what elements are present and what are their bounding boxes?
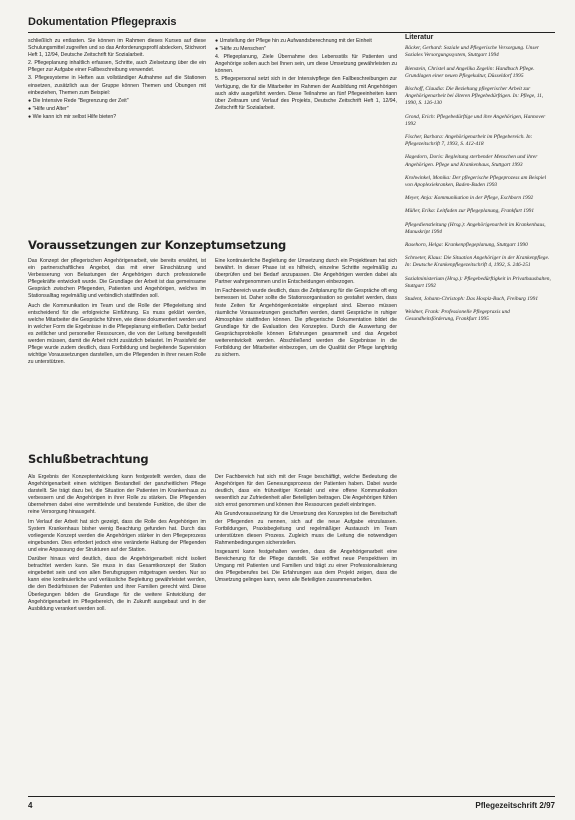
reference-item: Fischer, Barbara: Angehörigenarbeit im Pflegebereich. In: Pflegezeitschrift 7, 1993, S. 412-418 [405, 134, 533, 148]
list-item: ● "Hilfe und Alter" [28, 105, 69, 112]
reference-item: Weidner, Frank: Professionelle Pflegepraxis und Gesundheitsförderung, Frankfurt 1995 [405, 309, 510, 323]
list-item: 2. Pflegeplanung inhaltlich erfassen, Schritte, auch Zielsetzung über die ein Pfleger zur Aufgabe einer Fallbeschreibung verwendet. [28, 60, 206, 74]
paragraph: Als Ergebnis der Konzeptentwicklung kann festgestellt werden, dass die Angehörigenarbeit einen wichtigen Bestandteil der ganzheitlichen Pflege darstellt. Sie trägt dazu bei, die Situation der Patienten im Krankenhaus zu verbessern und die Angehörigen in ihrer Rolle zu stärken. Die Pflegenden übernehmen dabei eine vermittelnde und beratende Funktion, die über die reine Versorgung hinausgeht. [28, 474, 206, 516]
reference-item: Meyer, Anja: Kommunikation in der Pflege, Eschborn 1992 [405, 195, 534, 202]
list-item: 3. Pflegesysteme in Heften aus vollständiger Aufnahme auf die Stationen einsetzen, zusätzlich aus der Gruppe können Themen und Übungen mit einbeziehen, Themen zum Beispiel: [28, 75, 206, 96]
literature-sidebar [405, 34, 555, 330]
page-footer [28, 796, 555, 813]
list-item: ● Wie kann ich mir selbst Hilfe bieten? [28, 113, 117, 120]
literature-heading: Literatur [405, 34, 434, 41]
list-item: schließlich zu entlasten. Sie können im Rahmen dieses Kurses auf diese Schulungsmittel zugreifen und so das Anforderungsprofil abdecken, Stichwort Heft 1, 12/94, Deutsche Zeitschrift für Sozialarbeit. [28, 38, 206, 59]
journal-issue: Pflegezeitschrift 2/97 [475, 801, 555, 810]
paragraph: Darüber hinaus wird deutlich, dass die Angehörigenarbeit nicht isoliert betrachtet werden kann. Sie muss in das Gesamtkonzept der Station eingebettet sein und von allen Berufsgruppen mitgetragen werden. Nur so kann eine kontinuierliche und verlässliche Begleitung gewährleistet werden, die den Bedürfnissen der Patienten und ihrer Familien gerecht wird. Diese Überlegungen bilden die Grundlage für die weitere Entwicklung der Angehörigenarbeit im Pflegebereich, die in Zukunft ausgebaut und in der Ausbildung verankert werden soll. [28, 556, 206, 612]
list-item: ● "Hilfe zu Menschen" [215, 46, 266, 53]
list-item: ● Die Intensive Rede "Begrenzung der Zeit" [28, 97, 129, 104]
reference-item: Müller, Erika: Leitfaden zur Pflegeplanung, Frankfurt 1991 [405, 208, 535, 215]
paragraph: Auch die Kommunikation im Team und die Rolle der Pflegeleitung sind entscheidend für die erfolgreiche Einführung. Es muss geklärt werden, welche Mitarbeiter die Gespräche führen, wie diese dokumentiert werden und in welcher Form die Ergebnisse in die Pflegeplanung einfließen. Dafür bedarf es zeitlicher und personeller Ressourcen, die von der Leitung bereitgestellt werden müssen, damit die Arbeit nicht zusätzlich belastet. Im Praxisfeld der Pflege wurde zudem deutlich, dass Fortbildung und begleitende Supervision wichtige Voraussetzungen darstellen, um die Pflegenden in ihrer neuen Rolle zu unterstützen. [28, 302, 206, 366]
section2-right-column [215, 474, 397, 586]
paragraph: Eine kontinuierliche Begleitung der Umsetzung durch ein Projektteam hat sich bewährt. In dieser Phase ist es hilfreich, einzelne Schritte regelmäßig zu überprüfen und bei Bedarf anzupassen. Die Angehörigen werden dabei als Partner wahrgenommen und in Entscheidungen einbezogen. [215, 258, 397, 286]
reference-item: Rasehorn, Helga: Krankenpflegeplanung, Stuttgart 1990 [405, 242, 528, 249]
paragraph: Das Konzept der pflegerischen Angehörigenarbeit, wie bereits erwähnt, ist ein partnerschaftliches Angebot, das mit einer Einschätzung und Verbesserung von Belastungen der Angehörigen durch professionelle Pflegekräfte entwickelt wurde. Die Grundlage der Arbeit ist das gemeinsame Gespräch zwischen Pflegenden, Patienten und Angehörigen, welches im Stationsalltag regelmäßig und verbindlich stattfinden soll. [28, 258, 206, 300]
intro-left-column [28, 38, 206, 122]
list-item: ● Umstellung der Pflege hin zu Aufwandsberechnung mit der Einheit [215, 38, 372, 44]
section1-left-column [28, 258, 206, 368]
reference-item: Hagedorn, Doris: Begleitung sterbender Menschen und ihrer Angehörigen. Pflege und Krankenhaus, Stuttgart 1993 [405, 154, 538, 168]
reference-item: Bienstein, Christel und Angelika Zegelin: Handbuch Pflege. Grundlagen einer neuen Pflegekultur, Düsseldorf 1995 [405, 65, 535, 79]
intro-right-column [215, 38, 397, 113]
paragraph: Insgesamt kann festgehalten werden, dass die Angehörigenarbeit eine Bereicherung für die Pflege darstellt. Sie eröffnet neue Perspektiven im Umgang mit Patienten und Familien und trägt zu einer Professionalisierung des Pflegeberufes bei. Die Erfahrungen aus dem Projekt zeigen, dass die Umsetzung gelingen kann, wenn alle Beteiligten zusammenarbeiten. [215, 548, 397, 584]
reference-item: Bäcker, Gerhard: Soziale und Pflegerische Versorgung. Unser Soziales Versorgungssystem, Stuttgart 1994 [405, 45, 539, 59]
page-header [28, 14, 555, 33]
page-number: 4 [28, 801, 33, 810]
paragraph: Der Fachbereich hat sich mit der Frage beschäftigt, welche Bedeutung die Angehörigen für den Genesungsprozess der Patienten haben. Dabei wurde deutlich, dass ein frühzeitiger Kontakt und eine offene Kommunikation wesentlich zur Zufriedenheit aller Beteiligten beitragen. Die Angehörigen fühlen sich ernst genommen und können ihre Ressourcen gezielt einbringen. [215, 474, 397, 509]
paragraph: Im Verlauf der Arbeit hat sich gezeigt, dass die Rolle des Angehörigen im System Krankenhaus bisher wenig Beachtung gefunden hat. Durch das vorliegende Konzept werden die Angehörigen stärker in den Pflegeprozess eingebunden. Dies erfordert jedoch eine veränderte Haltung der Pflegenden und eine Anpassung der Strukturen auf der Station. [28, 518, 206, 553]
reference-item: Krohwinkel, Monika: Der pflegerische Pflegeprozess am Beispiel von Apoplexiekranken, Baden-Baden 1993 [405, 174, 547, 189]
paragraph: Als Grundvoraussetzung für die Umsetzung des Konzeptes ist die Bereitschaft der Pflegenden zu nennen, sich auf die neue Aufgabe einzulassen. Fortbildungen, Praxisbegleitung und regelmäßiger Austausch im Team unterstützen diesen Prozess. Zugleich muss die Leitung die notwendigen Rahmenbedingungen sicherstellen. [215, 511, 397, 546]
reference-item: Bischoff, Claudia: Die Beziehung pflegerischer Arbeit zur Angehörigenarbeit bei älteren Pflegebedürftigen. In: Pflege, 11, 1990, S. 126-130 [405, 86, 544, 107]
header-title: Dokumentation Pflegepraxis [28, 16, 177, 28]
section2-left-column [28, 474, 206, 615]
paragraph: Im Fachbereich wurde deutlich, dass die Zeitplanung für die Gespräche oft eng bemessen ist. Daher sollte die Stationsorganisation so gestaltet werden, dass feste Zeiten für Angehörigenkontakte eingeplant sind. Ebenso müssen räumliche Voraussetzungen geschaffen werden, damit Gespräche in ruhiger Atmosphäre stattfinden können. Die pflegerische Dokumentation bildet die Grundlage für die Evaluation des Konzeptes. Durch die Auswertung der Gesprächsprotokolle können Erfahrungen gesammelt und das Angebot weiterentwickelt werden. Abschließend werden die Ergebnisse in die Fortbildung der Mitarbeiter einbezogen, um die Qualität der Pflege langfristig zu sichern. [215, 288, 397, 359]
section-heading: Schlußbetrachtung [28, 452, 149, 466]
section-heading: Voraussetzungen zur Konzeptumsetzung [28, 238, 287, 252]
reference-item: Pflegedienstleitung (Hrsg.): Angehörigenarbeit im Krankenhaus, Manuskript 1994 [405, 221, 546, 235]
section1-right-column [215, 258, 397, 361]
reference-item: Grond, Erich: Pflegebedürftige und ihre Angehörigen, Hannover 1992 [405, 113, 546, 127]
reference-item: Sozialministerium (Hrsg.): Pflegebedürftigkeit in Privathaushalten, Stuttgart 1992 [405, 275, 551, 289]
list-item: 5. Pflegepersonal setzt sich in der Intensivpflege den Fallbeschreibungen zur Verfügung, die für die Mitarbeiter im Rahmen der Ausbildung mit Angehörigen auch aktiv ausgeführt werden. Diese Teilnahme an fünf Pflegeeinheiten kann über Zeitraum und Verlauf des Projekts, Deutsche Zeitschrift Heft 1, 12/94, Zeitschrift für Sozialarbeit. [215, 76, 397, 111]
list-item: 4. Pflegeplanung, Ziele Übernahme des Lebensstils für Patienten und Angehörige sollen auch bei Ihnen sein, um diese Umsetzung gewährleisten zu können. [215, 54, 397, 75]
reference-item: Schroeter, Klaus: Die Situation Angehöriger in der Krankenpflege. In: Deutsche Krankenpflegezeitschrift 4, 1992, S. 246-251 [405, 255, 550, 269]
reference-item: Student, Johann-Christoph: Das Hospiz-Buch, Freiburg 1991 [405, 296, 539, 303]
